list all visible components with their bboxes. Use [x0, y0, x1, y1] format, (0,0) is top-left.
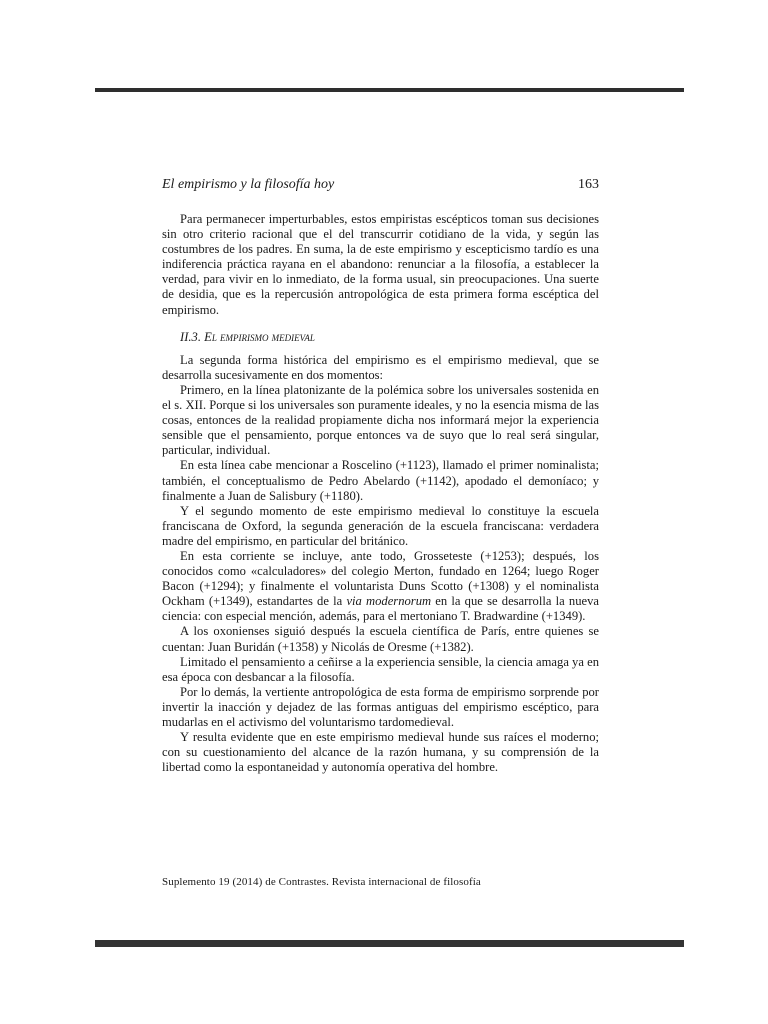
- paragraph: Y el segundo momento de este empirismo medieval lo constituye la escuela franciscana de Oxford, la segunda generación de la escuela franciscana: verdadera madre del empirismo, en particular del británico.: [162, 503, 599, 548]
- journal-footer: Suplemento 19 (2014) de Contrastes. Revista internacional de filosofía: [162, 876, 481, 888]
- paragraph: Por lo demás, la vertiente antropológica de esta forma de empirismo sorprende por invertir la inacción y dejadez de las formas antiguas del empirismo escéptico, para mudarlas en el activismo del voluntarismo tardomedieval.: [162, 684, 599, 729]
- paragraph: Para permanecer imperturbables, estos empiristas escépticos toman sus decisiones sin otro criterio racional que el del transcurrir cotidiano de la vida, y según las costumbres de los padres. En suma, la de este empirismo y escepticismo tardío es una indiferencia práctica rayana en el abandono: renunciar a la filosofía, a establecer la verdad, para vivir en lo inmediato, de la forma usual, sin preocupaciones. Una suerte de desidia, que es la repercusión antropológica de esta primera forma escéptica del empirismo.: [162, 212, 599, 317]
- italic-phrase: via modernorum: [346, 594, 432, 609]
- paragraph: [162, 549, 599, 624]
- bottom-rule: [95, 940, 684, 947]
- running-header: [162, 177, 599, 193]
- top-rule: [95, 88, 684, 92]
- section-number: II.3.: [180, 329, 201, 344]
- section-heading: [162, 330, 599, 345]
- running-title: El empirismo y la filosofía hoy: [162, 177, 335, 192]
- paragraph: La segunda forma histórica del empirismo es el empirismo medieval, que se desarrolla sucesivamente en dos momentos:: [162, 352, 599, 382]
- paragraph: Limitado el pensamiento a ceñirse a la experiencia sensible, la ciencia amaga ya en esa época con desbancar a la filosofía.: [162, 654, 599, 684]
- paragraph: En esta línea cabe mencionar a Roscelino (+1123), llamado el primer nominalista; también, el conceptualismo de Pedro Abelardo (+1142), apodado el demoníaco; y finalmente a Juan de Salisbury (+1180).: [162, 458, 599, 503]
- paragraph: A los oxonienses siguió después la escuela científica de París, entre quienes se cuentan: Juan Buridán (+1358) y Nicolás de Oresme (+1382).: [162, 624, 599, 654]
- paragraph: Y resulta evidente que en este empirismo medieval hunde sus raíces el moderno; con su cuestionamiento del alcance de la razón humana, y su comprensión de la libertad como la espontaneidad y autonomía operativa del hombre.: [162, 730, 599, 775]
- paragraph-text: en la que se desarrolla la nueva ciencia: con especial mención, además, para el mertoniano T. Bradwardine (+1349).: [162, 594, 599, 624]
- page-number: 163: [578, 177, 599, 192]
- paragraph-text: En esta corriente se incluye, ante todo, Grosseteste (+1253); después, los conocidos como «calculadores» del colegio Merton, fundado en 1264; luego Roger Bacon (+1294); y finalmente el voluntarista Duns Scotto (+1308) y el nominalista Ockham (+1349), estandartes de la: [162, 548, 599, 609]
- section-title: El empirismo medieval: [204, 329, 315, 344]
- body-text: [162, 212, 599, 775]
- paragraph: Primero, en la línea platonizante de la polémica sobre los universales sostenida en el s. XII. Porque si los universales son puramente ideales, y no la esencia misma de las cosas, entonces de la realidad propiamente dicha nos informará mejor la experiencia sensible que el pensamiento, porque entonces va de suyo que lo real será singular, particular, individual.: [162, 382, 599, 458]
